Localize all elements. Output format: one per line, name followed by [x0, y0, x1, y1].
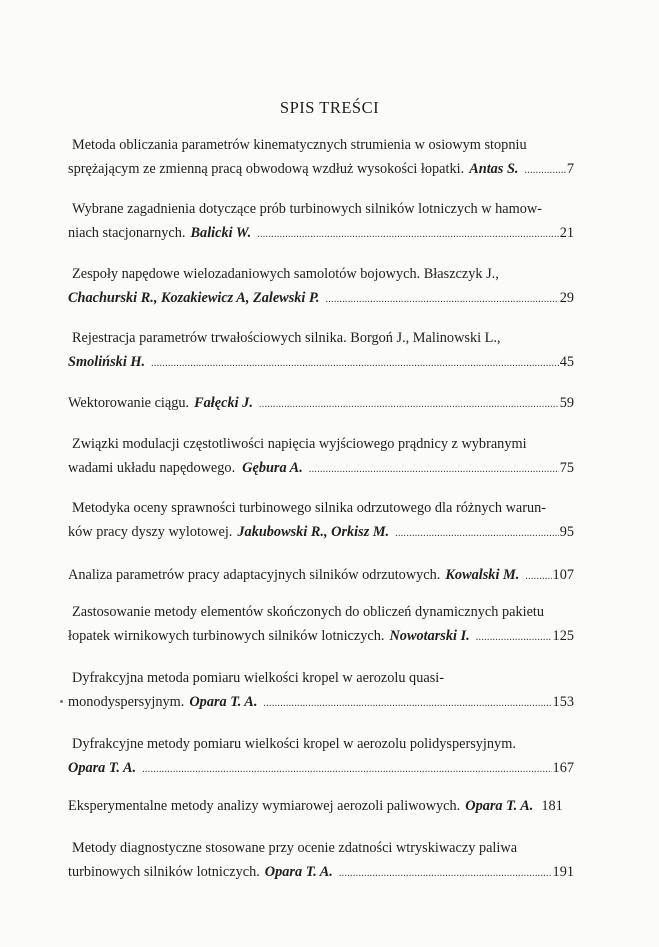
dot-leader	[263, 692, 551, 716]
page-title: SPIS TREŚCI	[279, 98, 380, 117]
entry-last-line	[68, 563, 574, 589]
entry-title-line: niach stacjonarnych.	[68, 225, 186, 241]
entry-authors: Gębura A.	[242, 460, 303, 476]
dot-leader	[309, 458, 559, 482]
toc-entry	[68, 133, 574, 183]
page-number: 191	[552, 864, 574, 880]
entry-title-line	[68, 262, 574, 286]
entry-authors: Opara T. A.	[189, 694, 258, 710]
page-number: 167	[552, 760, 574, 776]
dot-leader	[524, 159, 565, 183]
toc-entry	[68, 262, 574, 312]
dot-leader	[525, 565, 551, 589]
dot-leader	[259, 393, 559, 417]
dot-leader	[325, 288, 558, 312]
entry-authors: Opara T. A.	[264, 864, 333, 880]
page-number: 125	[552, 628, 574, 644]
page-number: 75	[559, 460, 574, 476]
entry-last-line	[68, 456, 574, 482]
dot-leader	[151, 352, 559, 376]
entry-authors: Jakubowski R., Orkisz M.	[237, 524, 390, 540]
scan-speck	[60, 700, 63, 703]
toc-entry	[68, 432, 574, 482]
toc-entry	[68, 563, 574, 589]
entry-title-line: Rejestracja parametrów trwałościowych silnika. Borgoń J., Malinowski L.,	[72, 330, 501, 346]
entry-title-line: sprężającym ze zmienną pracą obwodową wzdłuż wysokości łopatki.	[68, 161, 465, 177]
entry-title-line: Dyfrakcyjne metody pomiaru wielkości kropel w aerozolu polidyspersyjnym.	[72, 736, 516, 752]
entry-last-line	[68, 690, 574, 716]
entry-authors: Opara T. A.	[465, 798, 534, 814]
page-number: 29	[559, 290, 574, 306]
entry-title-line: Wektorowanie ciągu.	[68, 395, 190, 411]
entry-title-text: Zespoły napędowe wielozadaniowych samolotów bojowych. Błaszczyk J.,	[72, 266, 499, 282]
entry-last-line	[68, 391, 574, 417]
page-number: 153	[552, 694, 574, 710]
entry-last-line	[68, 157, 574, 183]
entry-title-line: Metodyka oceny sprawności turbinowego silnika odrzutowego dla różnych warun-	[72, 500, 547, 516]
page-number: 7	[566, 161, 574, 177]
dot-leader	[339, 862, 552, 886]
dot-leader	[395, 522, 559, 546]
entry-authors: Opara T. A.	[68, 760, 137, 776]
entry-title-line: Dyfrakcyjna metoda pomiaru wielkości kropel w aerozolu quasi-	[72, 670, 444, 686]
toc-entry	[68, 197, 574, 247]
dot-leader	[257, 223, 559, 247]
entry-authors: Fałęcki J.	[194, 395, 253, 411]
toc-entry	[68, 496, 574, 546]
entry-title-line: łopatek wirnikowych turbinowych silników lotniczych.	[68, 628, 385, 644]
entry-last-line	[68, 350, 574, 376]
dot-leader	[142, 758, 551, 782]
entry-authors: Balicki W.	[190, 225, 252, 241]
entry-title-line: Zastosowanie metody elementów skończonych do obliczeń dynamicznych pakietu	[72, 604, 545, 620]
entry-authors: Nowotarski I.	[389, 628, 470, 644]
entry-title-line: Związki modulacji częstotliwości napięcia wyjściowego prądnicy z wybranymi	[72, 436, 527, 452]
entry-authors: Antas S.	[469, 161, 519, 177]
toc-entry	[68, 732, 574, 782]
toc-entry	[68, 666, 574, 716]
page-number: 59	[559, 395, 574, 411]
entry-title-line: Metody diagnostyczne stosowane przy ocenie zdatności wtryskiwaczy paliwa	[72, 840, 518, 856]
entry-title-line: wadami układu napędowego.	[68, 460, 236, 476]
entry-last-line	[68, 286, 574, 312]
toc-entry	[68, 600, 574, 650]
page-number: 95	[559, 524, 574, 540]
entry-title-line: monodyspersyjnym.	[68, 694, 185, 710]
entry-last-line	[68, 624, 574, 650]
toc-entry	[68, 326, 574, 376]
entry-last-line	[68, 794, 574, 818]
page-number: 181	[541, 798, 563, 814]
toc-entry	[68, 391, 574, 417]
entry-title-line: turbinowych silników lotniczych.	[68, 864, 260, 880]
entry-last-line	[68, 756, 574, 782]
toc-entry	[68, 794, 574, 818]
dot-leader	[476, 626, 552, 650]
entry-title-line: ków pracy dyszy wylotowej.	[68, 524, 233, 540]
page-number: 21	[559, 225, 574, 241]
entry-last-line	[68, 221, 574, 247]
page-number: 107	[552, 567, 574, 583]
entry-title-line: Eksperymentalne metody analizy wymiarowej aerozoli paliwowych.	[68, 798, 461, 814]
entry-title-line: Analiza parametrów pracy adaptacyjnych silników odrzutowych.	[68, 567, 441, 583]
entry-last-line	[68, 520, 574, 546]
page-number: 45	[559, 354, 574, 370]
toc-entry	[68, 836, 574, 886]
entry-last-line	[68, 860, 574, 886]
entry-authors: Kowalski M.	[445, 567, 520, 583]
entry-authors: Smoliński H.	[68, 354, 146, 370]
entry-authors: Chachurski R., Kozakiewicz A, Zalewski P.	[68, 290, 320, 306]
entry-title-line: Metoda obliczania parametrów kinematycznych strumienia w osiowym stopniu	[72, 137, 527, 153]
entry-title-line: Wybrane zagadnienia dotyczące prób turbinowych silników lotniczych w hamow-	[72, 201, 542, 217]
